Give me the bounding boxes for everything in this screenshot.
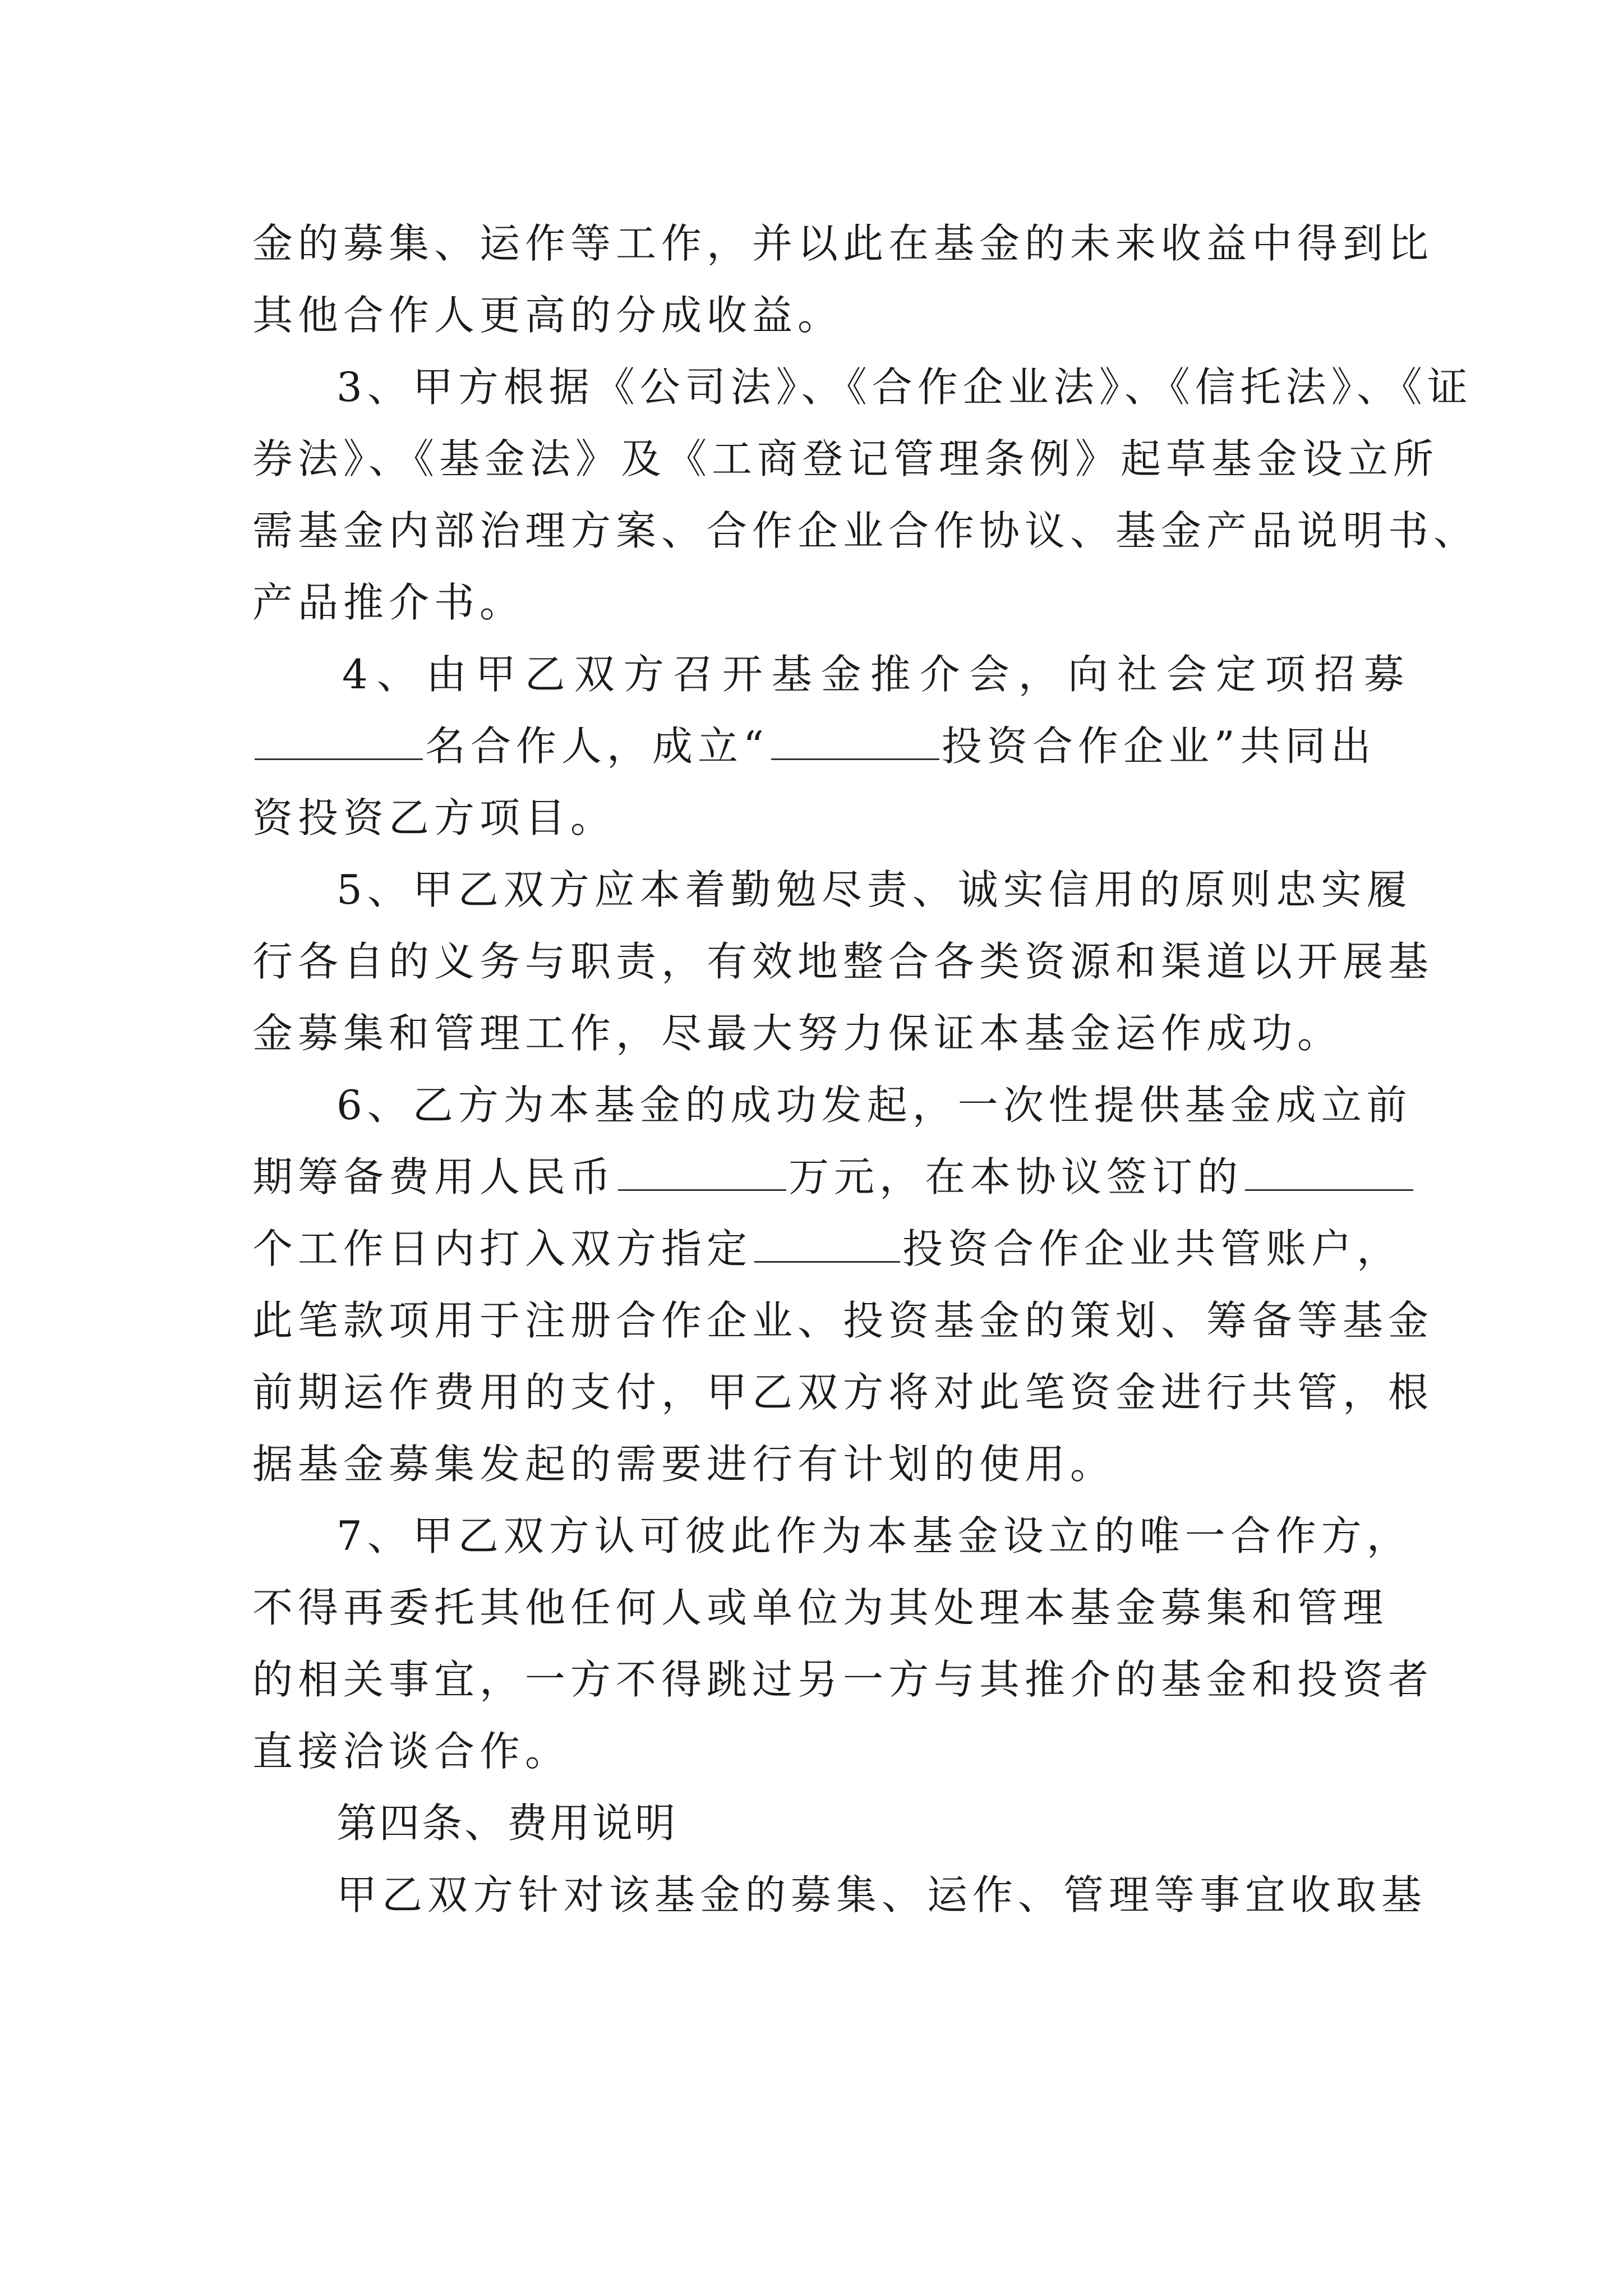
blank-account-name [754,1225,900,1263]
text-segment: 投资合作企业”共同出 [941,723,1376,770]
text-line: 金的募集、运作等工作，并以此在基金的未来收益中得到比 [252,220,1434,267]
blank-partner-count [255,722,423,760]
clause-7-line: 7、甲乙双方认可彼此作为本基金设立的唯一合作方， [336,1512,1412,1559]
text-line [252,1213,1403,1285]
text-line: 此笔款项用于注册合作企业、投资基金的策划、筹备等基金 [252,1297,1434,1344]
text-line: 据基金募集发起的需要进行有计划的使用。 [252,1441,1116,1488]
text-line: 前期运作费用的支付，甲乙双方将对此笔资金进行共管，根 [252,1369,1434,1416]
text-line: 金募集和管理工作，尽最大努力保证本基金运作成功。 [252,1010,1343,1057]
text-segment: 个工作日内打入双方指定 [252,1225,753,1272]
text-segment: 名合作人，成立“ [425,723,769,770]
text-line: 甲乙双方针对该基金的募集、运作、管理等事宜收取基 [336,1871,1427,1918]
article-4-heading: 第四条、费用说明 [336,1800,678,1847]
document-page [252,208,1479,1931]
text-line: 的相关事宜，一方不得跳过另一方与其推介的基金和投资者 [252,1656,1434,1703]
clause-5-line: 5、甲乙双方应本着勤勉尽责、诚实信用的原则忠实履 [336,866,1412,913]
text-line: 资投资乙方项目。 [252,794,616,841]
text-line: 不得再委托其他任何人或单位为其处理本基金募集和管理 [252,1584,1389,1631]
text-segment: 万元，在本协议签订的 [789,1153,1243,1200]
clause-3-line: 3、甲方根据《公司法》、《合作企业法》、《信托法》、《证 [336,364,1473,411]
text-segment: 期筹备费用人民币 [252,1153,616,1200]
text-line: 直接洽谈合作。 [252,1728,571,1775]
text-line [252,1141,1391,1213]
text-line: 需基金内部治理方案、合作企业合作协议、基金产品说明书、 [252,507,1479,554]
text-line: 其他合作人更高的分成收益。 [252,292,843,339]
clause-4-line: 4、由甲乙双方召开基金推介会，向社会定项招募 [342,651,1413,698]
text-line [252,710,1391,782]
blank-days [1245,1153,1413,1191]
blank-enterprise-name [771,722,939,760]
text-line: 行各自的义务与职责，有效地整合各类资源和渠道以开展基 [252,938,1434,985]
clause-6-line: 6、乙方为本基金的成功发起，一次性提供基金成立前 [336,1082,1412,1129]
text-segment: 投资合作企业共管账户， [902,1225,1403,1272]
text-line: 券法》、《基金法》及《工商登记管理条例》起草基金设立所 [252,435,1439,482]
blank-amount [618,1153,786,1191]
text-line: 产品推介书。 [252,579,525,626]
